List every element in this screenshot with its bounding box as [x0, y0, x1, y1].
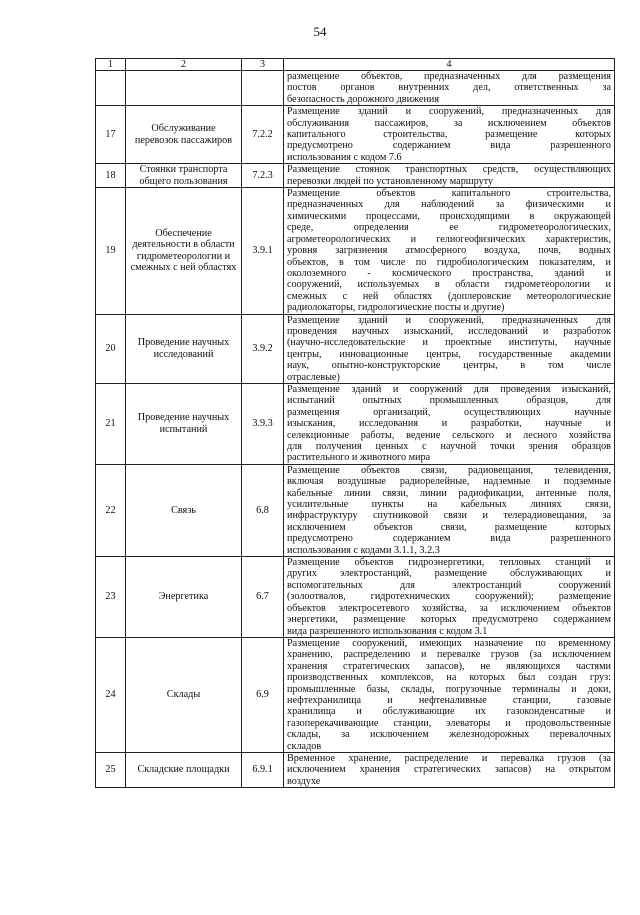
description-line: производственных комплексов, на которых был создан груз: — [287, 672, 611, 684]
row-number-cell: 19 — [96, 188, 126, 314]
description-cell — [284, 383, 615, 464]
description-line: для получения ценных с научной точки зрения образцов — [287, 441, 611, 452]
description-line: исключением хранения стратегических запасов) на открытом — [287, 764, 611, 776]
row-number-cell: 22 — [96, 464, 126, 556]
description-line: перевозки людей по установленному маршруту — [287, 175, 494, 187]
description-line: Размещение объектов капитального строительства, — [287, 188, 611, 200]
table-row — [96, 464, 615, 556]
description-line: агрометеорологических и гелиогеофизических характеристик, — [287, 233, 611, 245]
land-use-name-cell: Стоянки транспорта общего пользования — [126, 164, 242, 188]
description-line: хранилища и обслуживающие их газоконденсатные и — [287, 706, 611, 718]
description-line: хранения стратегических запасов), не являющихся частями — [287, 660, 611, 672]
table-row — [96, 752, 615, 787]
description-line: предусмотрено содержанием вида разрешенного — [287, 140, 611, 152]
description-line: размещение объектов, предназначенных для размещения — [287, 71, 611, 82]
description-line: (научно-исследовательские и проектные институты, научные — [287, 337, 611, 349]
land-use-code-cell: 6.9 — [242, 637, 284, 752]
description-line: энергетики, размещение которых предусмотрено содержанием — [287, 614, 611, 626]
land-use-name-cell: Энергетика — [126, 557, 242, 638]
description-cell — [284, 164, 615, 188]
description-line: смежных с ней областях (доплеровские метеорологические — [287, 290, 611, 302]
description-line: Размещение объектов гидроэнергетики, тепловых станций и — [287, 557, 611, 569]
row-number-cell: 21 — [96, 383, 126, 464]
description-line: других электростанций, размещение обслуживающих и — [287, 568, 611, 580]
description-line: Размещение зданий и сооружений для проведения изысканий, — [287, 383, 611, 395]
description-line: вспомогательных для электростанций сооружений — [287, 579, 611, 591]
description-line: склады, за исключением железнодорожных перевалочных — [287, 729, 611, 741]
header-cell-2: 2 — [126, 59, 242, 71]
description-line: включая воздушные радиорелейные, надземные и подземные — [287, 476, 611, 488]
row-number-cell: 18 — [96, 164, 126, 188]
table-row — [96, 164, 615, 188]
land-use-code-cell: 3.9.1 — [242, 188, 284, 314]
description-line: Размещение сооружений, имеющих назначение по временному — [287, 637, 611, 649]
header-cell-1: 1 — [96, 59, 126, 71]
description-line: уровня загрязнения атмосферного воздуха, почв, водных — [287, 245, 611, 257]
land-use-name-cell: Складские площадки — [126, 752, 242, 787]
table-row — [96, 557, 615, 638]
description-line: наук, опытно-конструкторские центры, в том числе — [287, 360, 611, 372]
description-line: усилительные пункты на кабельных линиях связи, — [287, 499, 611, 511]
table-row — [96, 383, 615, 464]
description-line: Временное хранение, распределение и перевалка грузов (за — [287, 752, 611, 764]
description-line: безопасность дорожного движения — [287, 93, 440, 105]
land-use-name-cell — [126, 71, 242, 106]
description-line: хранению, распределению и перевалке грузов (за исключением — [287, 649, 611, 661]
land-use-table — [95, 58, 615, 788]
land-use-name-cell: Обеспечение деятельности в области гидрометеорологии и смежных с ней областях — [126, 188, 242, 314]
description-line: складов — [287, 740, 322, 752]
row-number-cell: 17 — [96, 106, 126, 164]
land-use-name-cell: Проведение научных испытаний — [126, 383, 242, 464]
description-line: отраслевые) — [287, 371, 340, 383]
description-line: изыскания, исследования и разработки, научные и — [287, 418, 611, 430]
description-cell — [284, 464, 615, 556]
description-line: кабельные линии связи, линии радиофикации, антенные поля, — [287, 487, 611, 499]
row-number-cell: 23 — [96, 557, 126, 638]
description-line: размещения организаций, осуществляющих научные — [287, 406, 611, 418]
description-line: испытаний опытных промышленных образцов, для — [287, 395, 611, 407]
row-number-cell: 20 — [96, 314, 126, 383]
table-row — [96, 106, 615, 164]
description-line: использования с кодами 3.1.1, 3.2.3 — [287, 544, 440, 556]
table-body — [96, 59, 615, 788]
page-number: 54 — [313, 24, 327, 39]
description-line: воздухе — [287, 775, 321, 787]
description-line: Размещение объектов связи, радиовещания, телевидения, — [287, 464, 611, 476]
description-cell — [284, 557, 615, 638]
description-line: инфраструктуру спутниковой связи и телерадиовещания, за — [287, 510, 611, 522]
land-use-code-cell: 3.9.3 — [242, 383, 284, 464]
description-line: предусмотрено содержанием вида разрешенного — [287, 533, 611, 545]
description-cell — [284, 106, 615, 164]
land-use-code-cell: 3.9.2 — [242, 314, 284, 383]
description-line: проведения научных изысканий, исследований и разработок — [287, 325, 611, 337]
description-line: околоземного - космического пространства, зданий и — [287, 267, 611, 279]
description-line: нефтехранилища и нефтеналивные станции, газовые — [287, 694, 611, 706]
description-line: химическими процессами, происходящими в окружающей — [287, 210, 611, 222]
row-number-cell — [96, 71, 126, 106]
description-line: среде, определения ее гидрометеорологических, — [287, 222, 611, 234]
description-line: центры, инновационные центры, государственные академии — [287, 348, 611, 360]
description-cell — [284, 637, 615, 752]
land-use-name-cell: Обслуживание перевозок пассажиров — [126, 106, 242, 164]
land-use-code-cell: 6.9.1 — [242, 752, 284, 787]
table-row — [96, 71, 615, 106]
land-use-code-cell: 6.8 — [242, 464, 284, 556]
land-use-name-cell: Проведение научных исследований — [126, 314, 242, 383]
header-cell-3: 3 — [242, 59, 284, 71]
description-line: обслуживания пассажиров, за исключением объектов — [287, 117, 611, 129]
land-use-code-cell: 6.7 — [242, 557, 284, 638]
description-line: газоперекачивающие станции, элеваторы и продовольственные — [287, 717, 611, 729]
land-use-code-cell — [242, 71, 284, 106]
description-line: предназначенных для наблюдений за физическими и — [287, 199, 611, 211]
row-number-cell: 25 — [96, 752, 126, 787]
description-line: сооружений, используемых в области гидрометеорологии и — [287, 279, 611, 291]
land-use-code-cell: 7.2.3 — [242, 164, 284, 188]
description-line: объектов, в том числе по гидробиологическим показателям, и — [287, 256, 611, 268]
description-cell — [284, 188, 615, 314]
description-line: объектов электросетевого хозяйства, за исключением объектов — [287, 602, 611, 614]
row-number-cell: 24 — [96, 637, 126, 752]
table-row — [96, 637, 615, 752]
description-cell — [284, 314, 615, 383]
description-line: промышленные базы, склады, погрузочные терминалы и доки, — [287, 683, 611, 695]
header-cell-4: 4 — [284, 59, 615, 71]
description-cell — [284, 752, 615, 787]
description-line: исключением объектов связи, размещение которых — [287, 521, 611, 533]
description-line: (золоотвалов, гидротехнических сооружений); размещение — [287, 591, 611, 603]
description-line: Размещение зданий и сооружений, предназначенных для — [287, 106, 611, 118]
land-use-code-cell: 7.2.2 — [242, 106, 284, 164]
description-line: радиолокаторы, гидрологические посты и другие) — [287, 302, 505, 314]
description-line: вида разрешенного использования с кодом 3.1 — [287, 625, 488, 637]
header-row — [96, 59, 615, 71]
table-row — [96, 314, 615, 383]
description-cell — [284, 71, 615, 106]
description-line: постов органов внутренних дел, ответственных за — [287, 82, 611, 94]
land-use-name-cell: Склады — [126, 637, 242, 752]
description-line: Размещение стоянок транспортных средств, осуществляющих — [287, 164, 611, 176]
description-line: растительного и животного мира — [287, 452, 431, 464]
description-line: селекционные работы, ведение сельского и лесного хозяйства — [287, 429, 611, 441]
description-line: Размещение зданий и сооружений, предназначенных для — [287, 314, 611, 326]
description-line: использования с кодом 7.6 — [287, 151, 402, 163]
table-row — [96, 188, 615, 314]
description-line: капитального строительства, размещение которых — [287, 129, 611, 141]
land-use-name-cell: Связь — [126, 464, 242, 556]
